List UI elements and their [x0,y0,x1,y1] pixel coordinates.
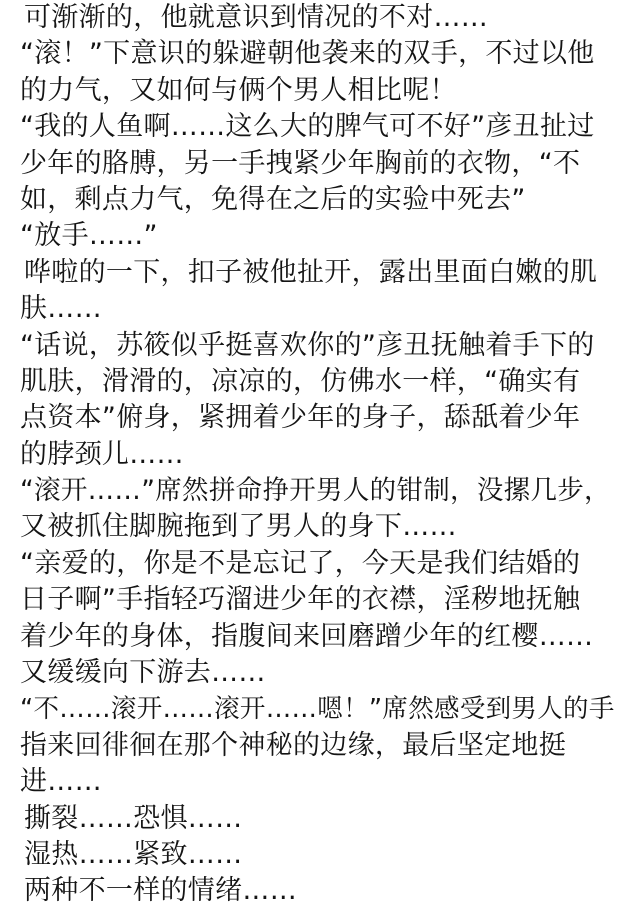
text-line: “我的人鱼啊……这么大的脾气可不好”彦丑扯过 [20,111,595,143]
text-line: 如，剩点力气，免得在之后的实验中死去” [20,183,526,215]
text-line: 指来回徘徊在那个神秘的边缘，最后坚定地挺 [20,729,566,761]
text-line: 又被抓住脚腕拖到了男人的身下…… [20,511,457,543]
text-line: 的脖颈儿…… [20,438,184,470]
text-line: 点资本”俯身，紧拥着少年的身子，舔舐着少年 [20,402,581,434]
text-line: 湿热……紧致…… [24,838,243,870]
text-line: 两种不一样的情绪…… [24,875,297,907]
text-line: “滚开……”席然拼命挣开男人的钳制，没摞几步， [20,475,611,507]
text-line: 进…… [20,766,102,798]
text-line: “滚！”下意识的躲避朝他袭来的双手，不过以他 [20,38,595,70]
text-line: 日子啊”手指轻巧溜进少年的衣襟，淫秽地抚触 [20,584,581,616]
text-line: 又缓缓向下游去…… [20,657,266,689]
text-line: 肤…… [20,293,102,325]
text-line: 着少年的身体，指腹间来回磨蹭少年的红樱…… [20,620,594,652]
text-line: “亲爱的，你是不是忘记了，今天是我们结婚的 [20,547,581,579]
text-line: “放手……” [20,220,158,252]
text-line: 肌肤，滑滑的，凉凉的，仿佛水一样，“确实有 [20,365,581,397]
story-text-block [20,0,620,910]
text-line: 哗啦的一下，扣子被他扯开，露出里面白嫩的肌 [24,256,598,288]
text-line: “不……滚开……滚开……嗯！”席然感受到男人的手 [20,694,615,725]
text-line: 撕裂……恐惧…… [24,802,243,834]
text-line: 少年的胳膊，另一手拽紧少年胸前的衣物，“不 [20,147,581,179]
text-line: 的力气，又如何与俩个男人相比呢！ [20,74,457,106]
text-line: 可渐渐的，他就意识到情况的不对…… [24,2,489,33]
text-line: “话说，苏筱似乎挺喜欢你的”彦丑抚触着手下的 [20,329,595,361]
